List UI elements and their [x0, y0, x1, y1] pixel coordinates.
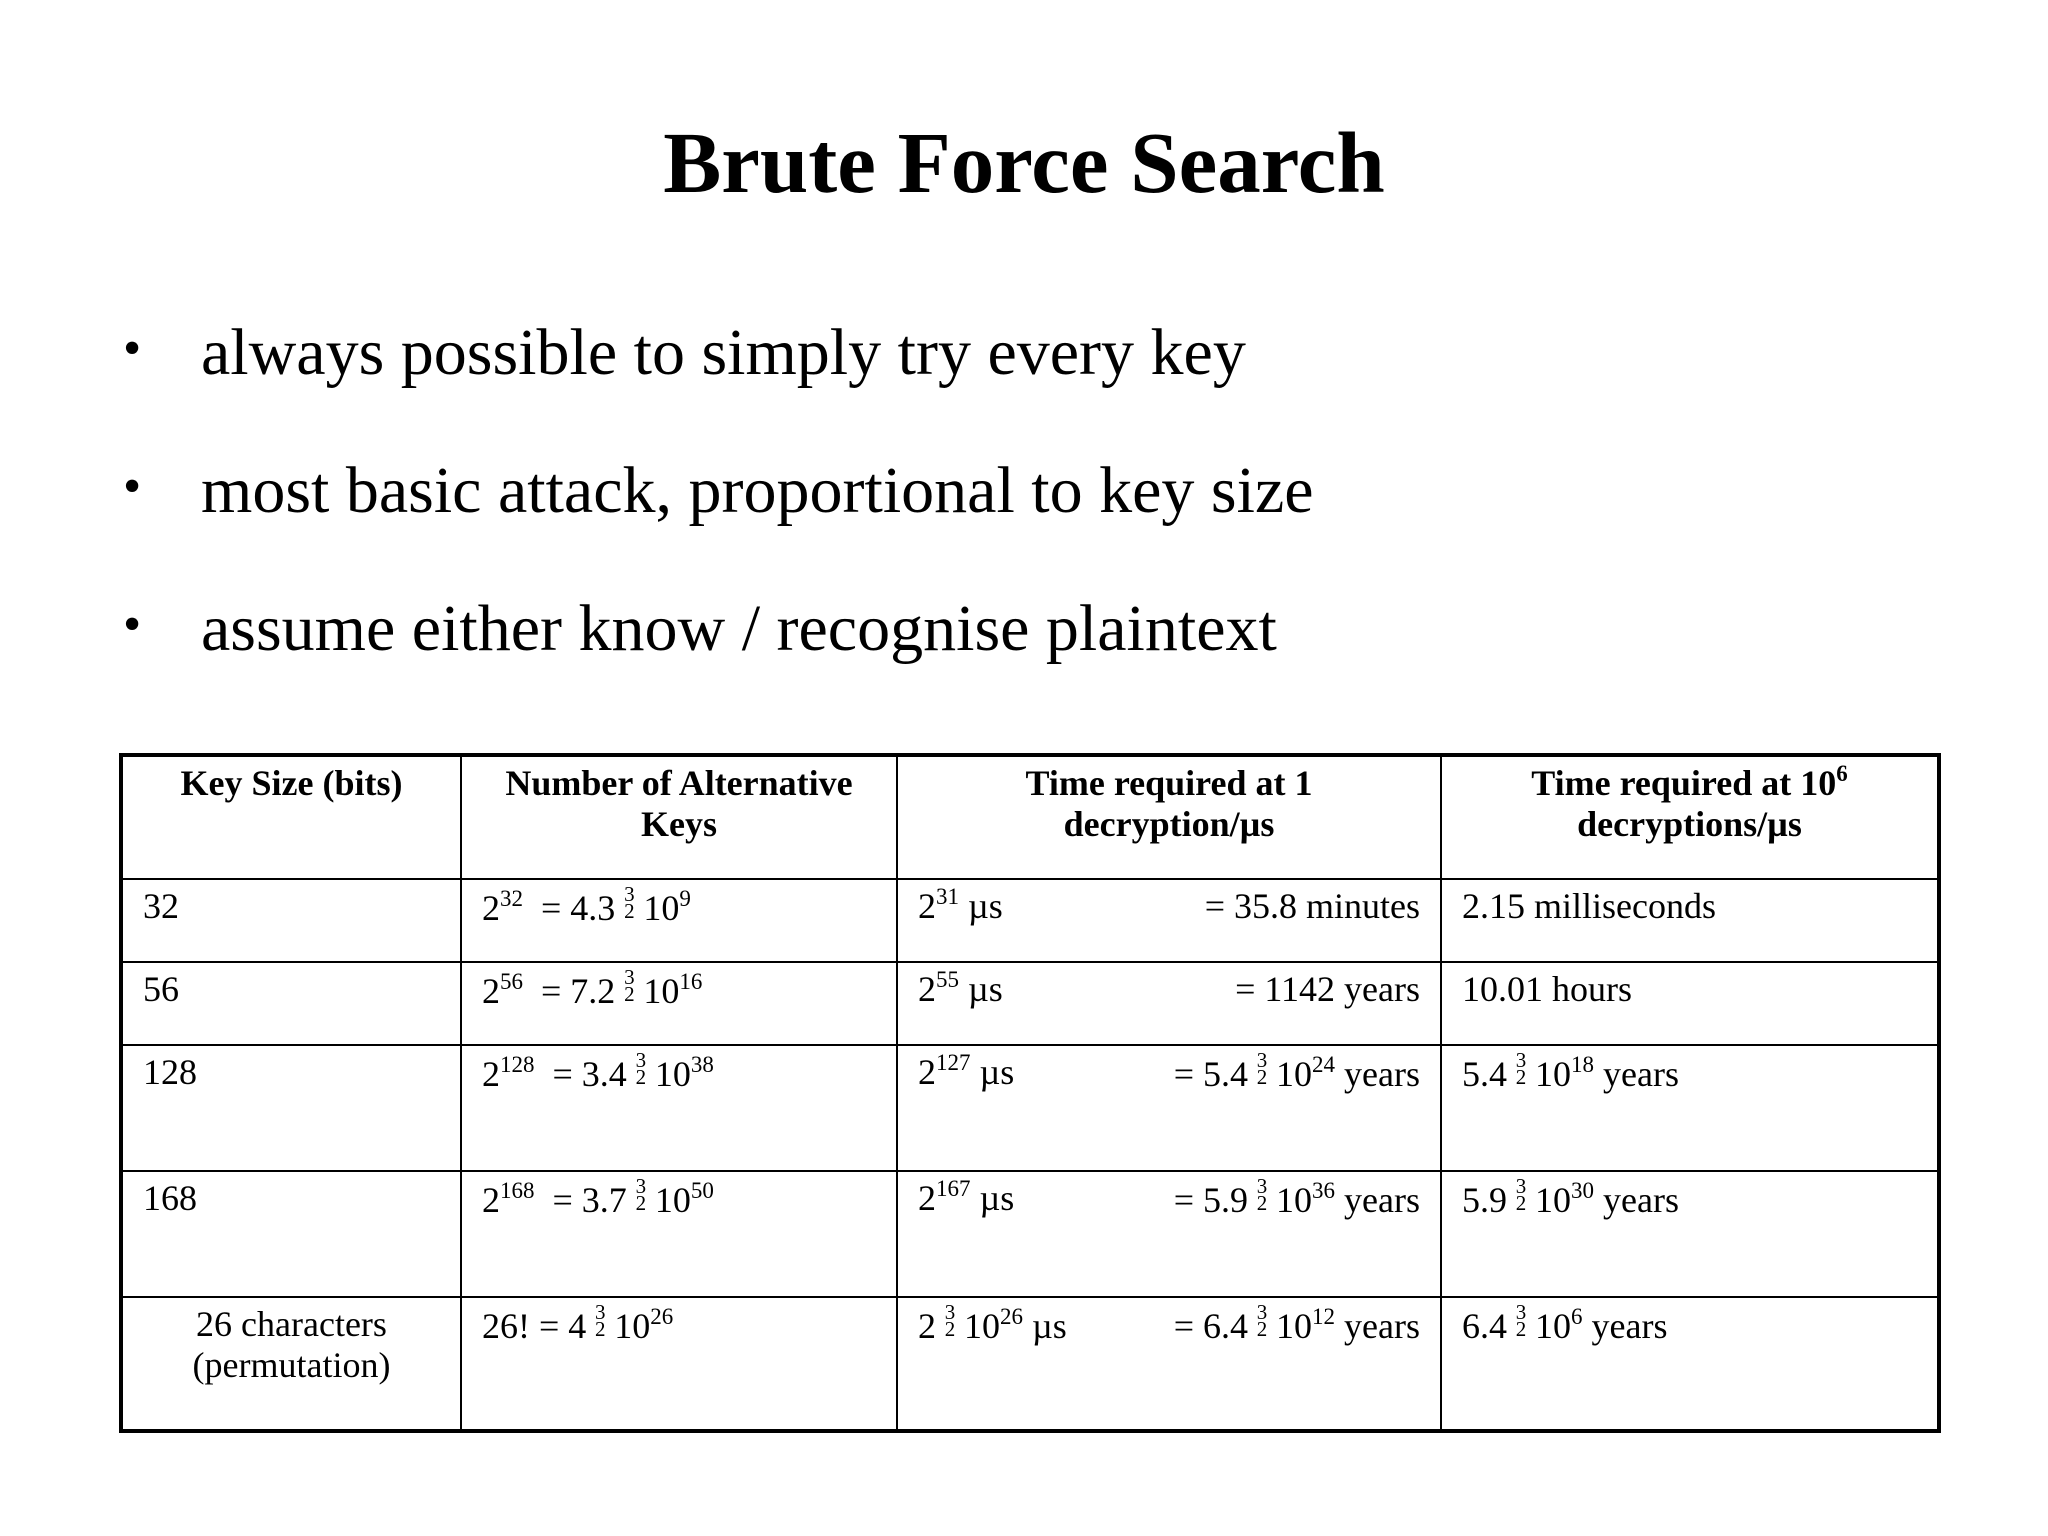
cell-alternatives: [461, 1297, 897, 1431]
t1-pow-base: 10: [1276, 1180, 1313, 1220]
cell-time-1: [897, 962, 1441, 1045]
cell-alternatives: [461, 1171, 897, 1297]
cell-time-1: [897, 1045, 1441, 1171]
multiply-glyph-icon: 3 2: [1515, 1174, 1527, 1215]
key-size-value: 128: [143, 1052, 197, 1092]
alt-exp: 168: [500, 1178, 535, 1203]
bullet-icon: •: [123, 320, 142, 377]
key-size-line1: 26 characters: [196, 1304, 387, 1344]
multiply-glyph-icon: 3 2: [595, 1300, 606, 1341]
multiply-glyph-icon: 3 2: [635, 1174, 647, 1215]
header-alternatives-text: Number of Alternative Keys: [505, 763, 853, 844]
t1-eq: = 35.8 minutes: [1204, 886, 1420, 926]
multiply-glyph-icon: 3 2: [944, 1300, 956, 1341]
header-key-size-text: Key Size (bits): [180, 763, 403, 803]
t2-pow-exp: 18: [1571, 1052, 1594, 1077]
t1-pow-base: 10: [1276, 1054, 1313, 1094]
cell-time-1: [897, 1171, 1441, 1297]
t1-unit: µs: [979, 1052, 1015, 1092]
cell-alternatives: [461, 1045, 897, 1171]
table-row: [121, 1045, 1939, 1171]
bullet-text: always possible to simply try every key: [201, 316, 1246, 389]
t1-unit: µs: [968, 886, 1003, 926]
alt-pow-exp: 16: [679, 969, 703, 994]
t2-pow-base: 10: [1535, 1306, 1571, 1346]
bullet-text: assume either know / recognise plaintext: [201, 592, 1277, 665]
table-row: [121, 962, 1939, 1045]
cell-time-106: [1441, 962, 1939, 1045]
cell-time-106: [1441, 1171, 1939, 1297]
cell-time-106: [1441, 879, 1939, 962]
bullet-item: [118, 451, 1314, 531]
t1-pre: 2: [918, 1306, 936, 1346]
key-size-value: 168: [143, 1178, 197, 1218]
multiply-glyph-icon: 3 2: [624, 965, 635, 1006]
t1-pow-exp: 24: [1312, 1052, 1336, 1077]
bullet-icon: •: [123, 596, 142, 653]
brute-force-table: [119, 753, 1941, 1433]
alt-base: 2: [482, 1054, 500, 1094]
table-row: [121, 879, 1939, 962]
cell-key-size: [121, 1297, 461, 1431]
cell-key-size: [121, 879, 461, 962]
bullet-list: [118, 313, 1314, 727]
alt-pow-exp: 26: [650, 1304, 674, 1329]
t1-base: 2: [918, 886, 936, 926]
t1-eq-pre: = 5.4: [1173, 1054, 1249, 1094]
t2-post: years: [1603, 1180, 1679, 1220]
t1-exp: 127: [936, 1050, 971, 1075]
table-header-row: [121, 755, 1939, 879]
table-row: [121, 1297, 1939, 1431]
t1-eq-pre: = 6.4: [1173, 1306, 1249, 1346]
t1-pow-base: 10: [964, 1306, 1000, 1346]
alt-pow-base: 10: [654, 1054, 691, 1094]
cell-time-1: [897, 879, 1441, 962]
alt-base: 2: [482, 888, 500, 928]
header-time-1-line2: decryption/µs: [1063, 804, 1275, 844]
cell-key-size: [121, 962, 461, 1045]
t2-value: 10.01 hours: [1462, 969, 1632, 1009]
header-time-1: [897, 755, 1441, 879]
bullet-icon: •: [123, 458, 142, 515]
alt-pow-exp: 50: [690, 1178, 714, 1203]
t1-base: 2: [918, 1052, 936, 1092]
alt-eq: = 7.2: [541, 971, 616, 1011]
t1-pow-exp: 26: [1000, 1304, 1023, 1329]
t1-unit: µs: [979, 1178, 1015, 1218]
t1-eq-pow-base: 10: [1276, 1306, 1313, 1346]
key-size-line2: (permutation): [192, 1345, 391, 1385]
bullet-item: [118, 589, 1314, 669]
header-time-106: [1441, 755, 1939, 879]
t2-pre: 5.4: [1462, 1054, 1507, 1094]
t1-exp: 31: [936, 884, 959, 909]
t1-eq-post: years: [1344, 1054, 1420, 1094]
t2-pow-exp: 6: [1571, 1304, 1583, 1329]
t1-pow-exp: 36: [1312, 1178, 1336, 1203]
multiply-glyph-icon: 3 2: [1515, 1300, 1527, 1341]
t1-exp: 55: [936, 967, 959, 992]
alt-eq: = 4.3: [541, 888, 616, 928]
multiply-glyph-icon: 3 2: [1256, 1174, 1268, 1215]
t1-eq-post: years: [1344, 1180, 1420, 1220]
alt-pow-exp: 38: [690, 1052, 714, 1077]
t2-pow-exp: 30: [1571, 1178, 1594, 1203]
t1-eq-post: years: [1344, 1306, 1420, 1346]
t2-post: years: [1591, 1306, 1668, 1346]
t1-eq-pow-exp: 12: [1312, 1304, 1336, 1329]
header-time-106-exp: 6: [1836, 761, 1848, 786]
alt-pow-base: 10: [643, 888, 680, 928]
t1-base: 2: [918, 1178, 936, 1218]
multiply-glyph-icon: 3 2: [1256, 1048, 1268, 1089]
cell-time-1: [897, 1297, 1441, 1431]
header-alternatives: [461, 755, 897, 879]
alt-eq: = 3.7: [552, 1180, 627, 1220]
t2-pow-base: 10: [1535, 1180, 1571, 1220]
alt-pre: 26! = 4: [482, 1306, 587, 1346]
alt-pow-base: 10: [654, 1180, 691, 1220]
cell-alternatives: [461, 962, 897, 1045]
alt-exp: 128: [500, 1052, 535, 1077]
header-time-1-line1: Time required at 1: [1025, 763, 1313, 803]
header-time-106-line1: Time required at 10: [1531, 763, 1837, 803]
bullet-text: most basic attack, proportional to key size: [201, 454, 1314, 527]
t1-base: 2: [918, 969, 936, 1009]
t1-eq-pre: = 5.9: [1173, 1180, 1249, 1220]
table-row: [121, 1171, 1939, 1297]
cell-key-size: [121, 1171, 461, 1297]
key-size-value: 56: [143, 969, 179, 1009]
multiply-glyph-icon: 3 2: [635, 1048, 647, 1089]
t2-value: 2.15 milliseconds: [1462, 886, 1716, 926]
multiply-glyph-icon: 3 2: [1515, 1048, 1527, 1089]
cell-alternatives: [461, 879, 897, 962]
bullet-item: [118, 313, 1314, 393]
alt-exp: 32: [500, 886, 523, 911]
t2-pow-base: 10: [1535, 1054, 1571, 1094]
multiply-glyph-icon: 3 2: [624, 882, 635, 923]
t1-eq: = 1142 years: [1235, 969, 1420, 1009]
multiply-glyph-icon: 3 2: [1256, 1300, 1268, 1341]
t1-unit: µs: [1032, 1306, 1067, 1346]
t2-pre: 5.9: [1462, 1180, 1507, 1220]
cell-key-size: [121, 1045, 461, 1171]
header-key-size: [121, 755, 461, 879]
key-size-value: 32: [143, 886, 179, 926]
alt-pow-base: 10: [614, 1306, 651, 1346]
slide-title: Brute Force Search: [663, 114, 1385, 211]
cell-time-106: [1441, 1297, 1939, 1431]
cell-time-106: [1441, 1045, 1939, 1171]
t2-post: years: [1603, 1054, 1679, 1094]
alt-pow-exp: 9: [679, 886, 691, 911]
t1-exp: 167: [936, 1176, 971, 1201]
header-time-106-line2: decryptions/µs: [1577, 804, 1802, 844]
alt-eq: = 3.4: [552, 1054, 627, 1094]
t1-unit: µs: [968, 969, 1003, 1009]
alt-base: 2: [482, 1180, 500, 1220]
alt-pow-base: 10: [643, 971, 680, 1011]
alt-exp: 56: [500, 969, 523, 994]
t2-pre: 6.4: [1462, 1306, 1507, 1346]
alt-base: 2: [482, 971, 500, 1011]
